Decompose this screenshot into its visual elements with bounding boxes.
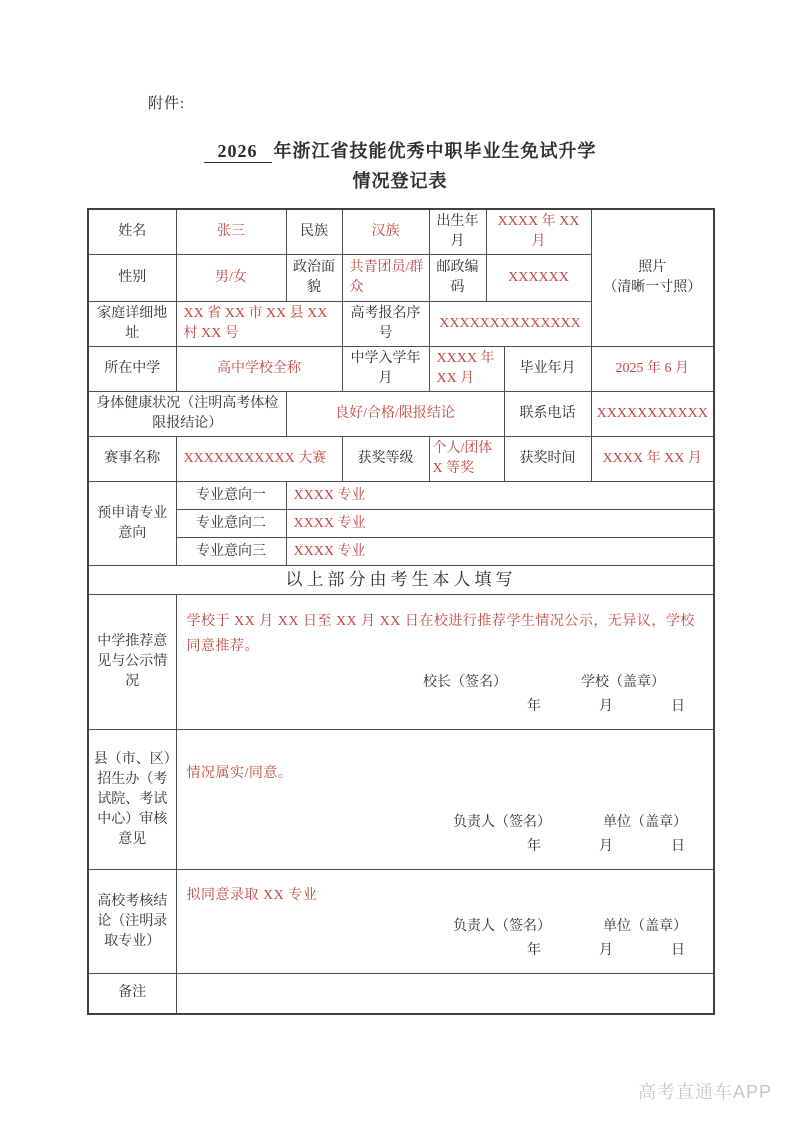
date-month-label: 月 xyxy=(599,699,614,714)
table-row xyxy=(88,392,714,437)
school-rec-date-row xyxy=(187,695,704,718)
date-year-label: 年 xyxy=(527,699,542,714)
award-level-value: 个人/团体 X 等奖 xyxy=(429,437,504,482)
county-review-cell xyxy=(176,730,714,870)
name-label: 姓名 xyxy=(88,209,176,255)
date-day-label: 日 xyxy=(671,839,686,854)
address-label: 家庭详细地址 xyxy=(88,302,176,347)
attachment-label: 附件: xyxy=(148,96,186,112)
political-label: 政治面貌 xyxy=(286,255,342,302)
award-level-label: 获奖等级 xyxy=(342,437,429,482)
date-day-label: 日 xyxy=(671,699,686,714)
major3-value: XXXX 专业 xyxy=(286,538,714,566)
college-date-row xyxy=(187,939,704,962)
ethnicity-label: 民族 xyxy=(286,209,342,255)
responsible-signature-label: 负责人（签名） xyxy=(453,815,552,830)
photo-cell xyxy=(591,209,714,347)
table-row xyxy=(88,482,714,510)
unit-seal-label: 单位（盖章） xyxy=(603,815,688,830)
school-label: 所在中学 xyxy=(88,347,176,392)
college-signature-row xyxy=(187,915,704,939)
title-line2: 情况登记表 xyxy=(352,171,448,191)
county-date-row xyxy=(187,835,704,858)
school-rec-comment: 学校于 XX 月 XX 日至 XX 月 XX 日在校进行推荐学生情况公示，无异议，学校同意推荐。 xyxy=(186,614,695,654)
gender-value: 男/女 xyxy=(176,255,286,302)
title-year-blank: 2026 xyxy=(204,141,272,163)
health-label: 身体健康状况（注明高考体检限报结论） xyxy=(88,392,286,437)
reg-no-value: XXXXXXXXXXXXXX xyxy=(429,302,591,347)
major2-label: 专业意向二 xyxy=(176,510,286,538)
date-day-label: 日 xyxy=(671,943,686,958)
responsible-signature-label: 负责人（签名） xyxy=(453,919,552,934)
date-month-label: 月 xyxy=(599,943,614,958)
grad-label: 毕业年月 xyxy=(504,347,591,392)
major2-value: XXXX 专业 xyxy=(286,510,714,538)
college-label: 高校考核结论（注明录取专业） xyxy=(88,870,176,974)
self-fill-note: 以上部分由考生本人填写 xyxy=(88,566,714,595)
school-rec-label: 中学推荐意见与公示情况 xyxy=(88,595,176,730)
award-time-value: XXXX 年 XX 月 xyxy=(591,437,714,482)
school-seal-label: 学校（盖章） xyxy=(581,675,666,690)
watermark-text: 高考直通车APP xyxy=(637,1082,772,1102)
major-group-label: 预申请专业意向 xyxy=(88,482,176,566)
remarks-label: 备注 xyxy=(88,974,176,1014)
name-value: 张三 xyxy=(176,209,286,255)
date-year-label: 年 xyxy=(527,943,542,958)
table-row xyxy=(88,595,714,730)
photo-note-line1: 照片 xyxy=(638,260,667,275)
county-comment: 情况属实/同意。 xyxy=(186,766,293,781)
county-signature-row xyxy=(187,811,704,835)
principal-signature-label: 校长（签名） xyxy=(423,675,508,690)
title-line1 xyxy=(0,136,800,166)
unit-seal-label: 单位（盖章） xyxy=(603,919,688,934)
table-row xyxy=(88,730,714,870)
major1-label: 专业意向一 xyxy=(176,482,286,510)
remarks-value-cell xyxy=(176,974,714,1014)
document-title xyxy=(0,136,800,196)
table-row xyxy=(88,510,714,538)
county-label: 县（市、区）招生办（考试院、考试中心）审核意见 xyxy=(88,730,176,870)
table-row xyxy=(88,566,714,595)
college-comment: 拟同意录取 XX 专业 xyxy=(186,888,318,903)
postal-value: XXXXXX xyxy=(486,255,591,302)
major3-label: 专业意向三 xyxy=(176,538,286,566)
school-rec-signature-row xyxy=(187,671,704,695)
table-row xyxy=(88,870,714,974)
registration-table xyxy=(87,208,715,1015)
date-month-label: 月 xyxy=(599,839,614,854)
competition-value: XXXXXXXXXXX 大赛 xyxy=(176,437,342,482)
enroll-label: 中学入学年月 xyxy=(342,347,429,392)
gender-label: 性别 xyxy=(88,255,176,302)
school-rec-cell xyxy=(176,595,714,730)
enroll-value: XXXX 年 XX 月 xyxy=(429,347,504,392)
table-row xyxy=(88,209,714,255)
address-value: XX 省 XX 市 XX 县 XX 村 XX 号 xyxy=(176,302,342,347)
reg-no-label: 高考报名序号 xyxy=(342,302,429,347)
phone-value: XXXXXXXXXXX xyxy=(591,392,714,437)
award-time-label: 获奖时间 xyxy=(504,437,591,482)
table-row xyxy=(88,974,714,1014)
competition-label: 赛事名称 xyxy=(88,437,176,482)
ethnicity-value: 汉族 xyxy=(342,209,429,255)
table-row xyxy=(88,538,714,566)
birth-value: XXXX 年 XX 月 xyxy=(486,209,591,255)
major1-value: XXXX 专业 xyxy=(286,482,714,510)
postal-label: 邮政编码 xyxy=(429,255,486,302)
health-value: 良好/合格/限报结论 xyxy=(286,392,504,437)
spacer xyxy=(187,659,704,671)
date-year-label: 年 xyxy=(527,839,542,854)
phone-label: 联系电话 xyxy=(504,392,591,437)
school-value: 高中学校全称 xyxy=(176,347,342,392)
title-line1-text: 年浙江省技能优秀中职毕业生免试升学 xyxy=(273,141,597,161)
political-value: 共青团员/群众 xyxy=(342,255,429,302)
photo-note-line2: （清晰一寸照） xyxy=(603,280,702,295)
birth-label: 出生年月 xyxy=(429,209,486,255)
table-row xyxy=(88,347,714,392)
grad-value: 2025 年 6 月 xyxy=(591,347,714,392)
table-row xyxy=(88,437,714,482)
college-conclusion-cell xyxy=(176,870,714,974)
